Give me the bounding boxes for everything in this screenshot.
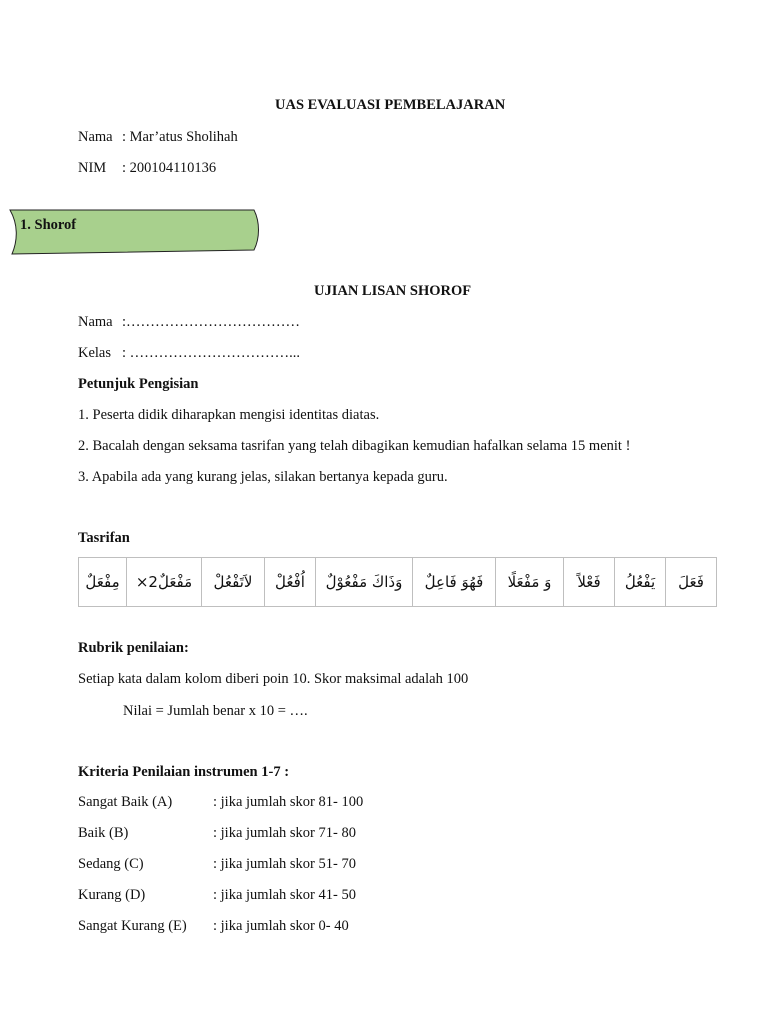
instruction-item: 3. Apabila ada yang kurang jelas, silakan bertanya kepada guru.	[78, 469, 448, 485]
document-title: UAS EVALUASI PEMBELAJARAN	[275, 97, 506, 113]
exam-nama-label: Nama	[78, 314, 113, 330]
nama-value: : Mar’atus Sholihah	[122, 129, 238, 145]
kriteria-heading: Kriteria Penilaian instrumen 1-7 :	[78, 764, 290, 780]
tasrif-cell: فَعَلَ	[666, 558, 717, 607]
exam-kelas-value: : ……………………………...	[122, 345, 301, 361]
rubrik-heading: Rubrik penilaian:	[78, 640, 189, 656]
tasrif-cell: وَذَاكَ مَفْعُوْلٌ	[316, 558, 413, 607]
tasrif-cell: اُفْعُلْ	[265, 558, 316, 607]
kriteria-grade: Kurang (D)	[78, 887, 146, 903]
kriteria-desc: : jika jumlah skor 51- 70	[213, 856, 356, 872]
exam-nama-value: :………………………………	[122, 314, 301, 330]
nama-label: Nama	[78, 129, 113, 145]
kriteria-desc: : jika jumlah skor 71- 80	[213, 825, 356, 841]
tasrif-cell: مِفْعَلٌ	[79, 558, 127, 607]
kriteria-desc: : jika jumlah skor 81- 100	[213, 794, 364, 810]
tasrif-cell: فَهُوَ فَاعِلٌ	[413, 558, 496, 607]
nim-value: : 200104110136	[122, 160, 217, 176]
tasrifan-table	[78, 557, 717, 607]
rubrik-formula: Nilai = Jumlah benar x 10 = ….	[123, 703, 308, 719]
instructions-heading: Petunjuk Pengisian	[78, 376, 199, 392]
kriteria-desc: : jika jumlah skor 0- 40	[213, 918, 349, 934]
tasrif-cell: يَفْعُلُ	[615, 558, 666, 607]
tasrif-cell: وَ مَفْعَلًا	[496, 558, 564, 607]
tasrifan-heading: Tasrifan	[78, 530, 130, 546]
tasrif-cell: فَعْلاً	[564, 558, 615, 607]
exam-title: UJIAN LISAN SHOROF	[314, 283, 472, 299]
rubrik-text: Setiap kata dalam kolom diberi poin 10. Skor maksimal adalah 100	[78, 671, 469, 687]
tasrif-cell: لاَتَفْعُلْ	[202, 558, 265, 607]
instruction-item: 1. Peserta didik diharapkan mengisi identitas diatas.	[78, 407, 380, 423]
exam-kelas-label: Kelas	[78, 345, 112, 361]
kriteria-grade: Sedang (C)	[78, 856, 144, 872]
section-label: 1. Shorof	[20, 217, 77, 233]
kriteria-grade: Baik (B)	[78, 825, 129, 841]
kriteria-grade: Sangat Baik (A)	[78, 794, 173, 810]
instruction-item: 2. Bacalah dengan seksama tasrifan yang telah dibagikan kemudian hafalkan selama 15 menit !	[78, 438, 631, 454]
tasrif-cell: مَفْعَلٌ2×	[127, 558, 202, 607]
kriteria-desc: : jika jumlah skor 41- 50	[213, 887, 356, 903]
nim-label: NIM	[78, 160, 107, 176]
kriteria-grade: Sangat Kurang (E)	[78, 918, 187, 934]
